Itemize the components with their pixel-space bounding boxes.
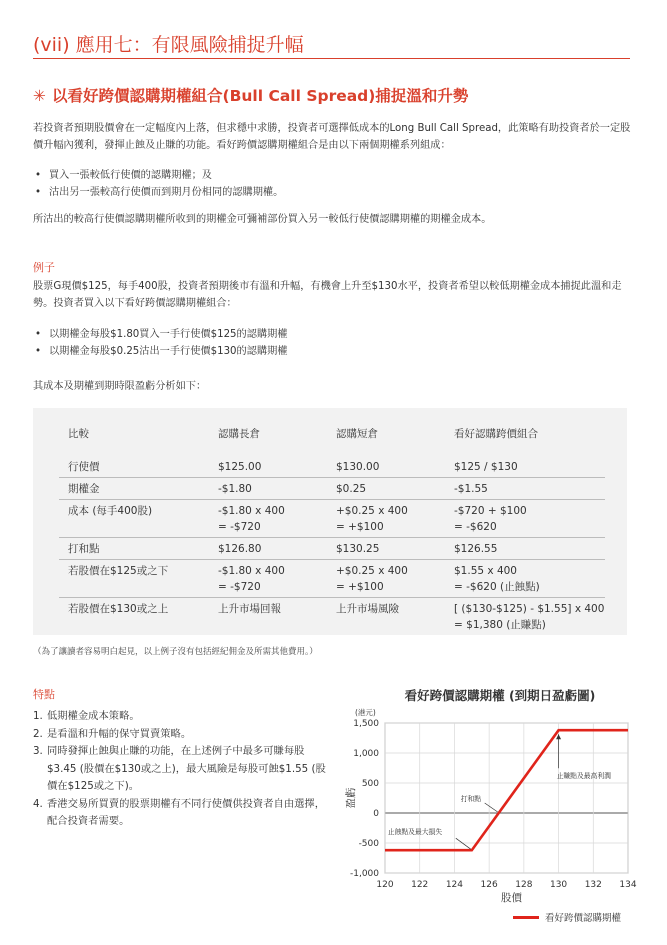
y-unit-label: (港元) — [355, 708, 376, 717]
y-tick-label: -1,000 — [349, 869, 379, 879]
table-cell: 期權金 — [59, 478, 209, 500]
table-cell: +$0.25 x 400 = +$100 — [327, 560, 445, 598]
table-cell: 上升市場回報 — [218, 603, 281, 615]
y-tick-label: 1,500 — [353, 719, 379, 729]
table-cell: -$1.80 — [209, 478, 327, 500]
title-divider — [33, 58, 630, 59]
strategy-title — [33, 84, 468, 106]
strategy-title-text: 以看好跨價認購期權組合(Bull Call Spread)捕捉溫和升勢 — [52, 87, 469, 105]
x-tick-label: 132 — [584, 880, 602, 890]
x-tick-label: 134 — [619, 880, 637, 890]
table-row — [59, 598, 605, 636]
table-header-row — [59, 420, 605, 451]
y-tick-label: 0 — [373, 809, 379, 819]
example-bullets — [33, 326, 287, 360]
table-cell: $130.25 — [327, 538, 445, 560]
table-row — [59, 478, 605, 500]
list-item: 3. 同時發揮止蝕與止賺的功能，在上述例子中最多可賺每股$3.45 (股價在$130或之上)，最大風險是每股可蝕$1.55 (股價在$125或之下)。 — [33, 745, 326, 792]
table-cell: $126.55 — [445, 538, 605, 560]
x-tick-label: 128 — [515, 880, 533, 890]
x-axis-label: 股價 — [501, 892, 522, 904]
list-item: • 以期權金每股$1.80買入一手行使價$125的認購期權 — [33, 326, 287, 343]
x-tick-label: 122 — [411, 880, 429, 890]
x-tick-label: 130 — [549, 880, 568, 890]
payoff-chart — [330, 700, 640, 905]
features-heading: 特點 — [33, 688, 55, 701]
annotation-label: 打和點 — [460, 795, 482, 803]
strategy-outro: 所沽出的較高行使價認購期權所收到的期權金可彌補部份買入另一較低行使價認購期權的期權金成本。 — [33, 214, 492, 225]
table-cell: 若股價在$125或之下 — [59, 560, 209, 598]
table-cell: $126.80 — [209, 538, 327, 560]
x-tick-label: 126 — [480, 880, 498, 890]
table-cell: [ ($130-$125) - $1.55] x 400 = $1,380 (止賺點) — [454, 603, 605, 631]
legend-label: 看好跨價認購期權 — [545, 913, 622, 924]
list-item: • 以期權金每股$0.25沽出一手行使價$130的認購期權 — [33, 343, 287, 360]
table-cell: +$0.25 x 400 = +$100 — [327, 500, 445, 538]
comparison-table — [59, 420, 605, 635]
list-item: • 沽出另一張較高行使價而到期月份相同的認購期權。 — [33, 184, 283, 201]
annotation-arrow — [485, 803, 498, 812]
legend-swatch — [513, 916, 539, 919]
table-cell: -$1.80 x 400 = -$720 — [209, 500, 327, 538]
annotation-label: 止賺點及最高利潤 — [556, 772, 611, 781]
table-row — [59, 560, 605, 598]
table-cell: 打和點 — [59, 538, 209, 560]
table-cell: $130.00 — [327, 451, 445, 478]
table-cell: $125 / $130 — [445, 451, 605, 478]
asterisk-icon: ✳ — [33, 87, 46, 105]
y-tick-label: 1,000 — [353, 749, 379, 759]
y-axis-label: 盈虧 — [345, 787, 357, 809]
table-header: 比較 — [59, 420, 209, 451]
table-cell: 成本 (每手400股) — [59, 500, 209, 538]
annotation-label: 止蝕點及最大損失 — [387, 828, 443, 837]
strategy-bullets — [33, 167, 283, 201]
section-title: (vii) 應用七：有限風險捕捉升幅 — [33, 34, 304, 56]
table-footnote: （為了讓讀者容易明白起見，以上例子沒有包括經紀佣金及所需其他費用。） — [33, 647, 318, 657]
annotation-arrow — [456, 838, 471, 849]
table-cell: 行使價 — [59, 451, 209, 478]
chart-title: 看好跨價認購期權 (到期日盈虧圖) — [404, 688, 596, 703]
list-item: 1. 低期權金成本策略。 — [33, 710, 140, 722]
comparison-table-panel — [33, 408, 627, 635]
list-item: 4. 香港交易所買賣的股票期權有不同行使價供投資者自由選擇，配合投資者需要。 — [33, 797, 326, 827]
table-header: 認購長倉 — [209, 420, 327, 451]
table-cell: -$1.55 — [445, 478, 605, 500]
example-heading: 例子 — [33, 261, 55, 274]
table-cell: $125.00 — [209, 451, 327, 478]
x-tick-label: 124 — [445, 880, 464, 890]
list-item: • 買入一張較低行使價的認購期權；及 — [33, 167, 283, 184]
table-header: 認購短倉 — [327, 420, 445, 451]
table-cell: -$720 + $100 = -$620 — [445, 500, 605, 538]
table-cell: 上升市場風險 — [336, 603, 399, 615]
strategy-intro: 若投資者預期股價會在一定幅度內上落，但求穩中求勝，投資者可選擇低成本的Long Bull Call Spread，此策略有助投資者於一定股價升幅內獲利，發揮止蝕及止賺的功能。看好跨價認購期權組合是由以下兩個期權系列組成： — [33, 123, 631, 151]
list-item: 2. 是看溫和升幅的保守買賣策略。 — [33, 727, 192, 740]
table-intro: 其成本及期權到期時限盈虧分析如下： — [33, 381, 207, 392]
y-tick-label: 500 — [361, 779, 379, 789]
annotation-arrowhead — [556, 734, 561, 739]
chart-legend — [513, 910, 621, 924]
table-cell: $1.55 x 400 = -$620 (止蝕點) — [445, 560, 605, 598]
table-cell: 若股價在$130或之上 — [68, 603, 169, 615]
x-tick-label: 120 — [376, 880, 394, 890]
table-header: 看好認購跨價組合 — [445, 420, 605, 451]
table-row — [59, 538, 605, 560]
y-tick-label: -500 — [358, 839, 379, 849]
table-row — [59, 451, 605, 478]
table-row — [59, 500, 605, 538]
table-cell: -$1.80 x 400 = -$720 — [209, 560, 327, 598]
table-cell: $0.25 — [327, 478, 445, 500]
features-list — [33, 708, 333, 831]
example-text: 股票G現價$125，每手400股，投資者預期後市有溫和升幅，有機會上升至$130水平，投資者希望以較低期權金成本捕捉此溫和走勢。投資者買入以下看好跨價認購期權組合： — [33, 281, 622, 309]
